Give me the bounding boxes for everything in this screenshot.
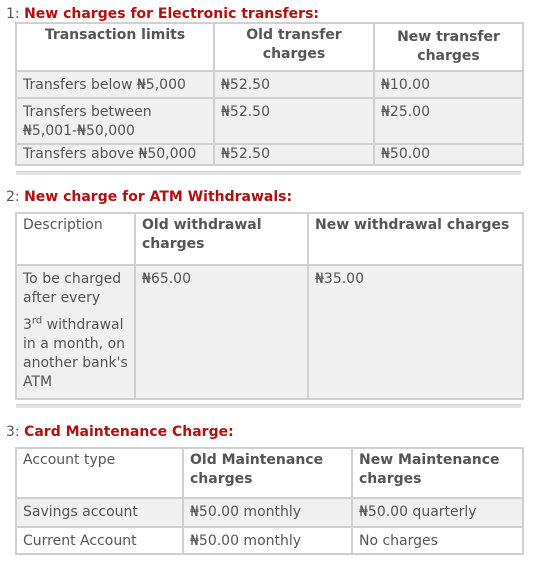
section-divider	[16, 404, 521, 408]
table-cell	[16, 265, 135, 399]
table-row	[16, 527, 523, 554]
section-2-heading	[6, 189, 292, 206]
section-1-title: New charges for Electronic transfers:	[24, 6, 320, 22]
column-header: New Maintenance charges	[352, 448, 523, 498]
description-text-end: withdrawal in a month, on another bank's ATM	[23, 317, 128, 390]
table-cell: ₦50.00 monthly	[183, 498, 352, 527]
column-header: Old Maintenance charges	[183, 448, 352, 498]
table-row	[16, 498, 523, 527]
section-1-heading	[6, 6, 319, 23]
table-cell: Savings account	[16, 498, 183, 527]
section-3-number: 3:	[6, 424, 20, 440]
column-header: Old withdrawal charges	[135, 213, 308, 265]
table-cell: ₦35.00	[308, 265, 523, 399]
column-header: New withdrawal charges	[308, 213, 523, 265]
card-maintenance-table	[15, 447, 524, 555]
table-cell: Current Account	[16, 527, 183, 554]
table-cell: Transfers above ₦50,000	[16, 144, 214, 165]
table-cell: ₦50.00 monthly	[183, 527, 352, 554]
table-row	[16, 265, 523, 399]
section-2-number: 2:	[6, 189, 20, 205]
section-1-number: 1:	[6, 6, 20, 22]
column-header: New transfer charges	[374, 23, 523, 71]
table-header-row	[16, 213, 523, 265]
table-row	[16, 71, 523, 98]
table-cell: ₦25.00	[374, 98, 523, 144]
table-cell: ₦52.50	[214, 71, 374, 98]
column-header: Description	[16, 213, 135, 265]
table-cell: ₦65.00	[135, 265, 308, 399]
table-row	[16, 144, 523, 165]
section-divider	[16, 171, 521, 175]
table-row	[16, 98, 523, 144]
table-cell: Transfers below ₦5,000	[16, 71, 214, 98]
table-cell: Transfers between ₦5,001-₦50,000	[16, 98, 214, 144]
table-cell: ₦10.00	[374, 71, 523, 98]
section-2-title: New charge for ATM Withdrawals:	[24, 189, 293, 205]
column-header: Old transfer charges	[214, 23, 374, 71]
section-3-title: Card Maintenance Charge:	[24, 424, 234, 440]
description-ordinal-suffix: rd	[31, 315, 43, 327]
description-text-start: To be charged after every	[23, 271, 122, 306]
table-cell: ₦52.50	[214, 144, 374, 165]
column-header: Transaction limits	[16, 23, 214, 71]
column-header: Account type	[16, 448, 183, 498]
table-cell: ₦50.00 quarterly	[352, 498, 523, 527]
section-3-heading	[6, 424, 234, 441]
table-header-row	[16, 23, 523, 71]
table-header-row	[16, 448, 523, 498]
table-cell: ₦50.00	[374, 144, 523, 165]
description-ordinal: 3	[23, 317, 32, 333]
atm-withdrawals-table	[15, 212, 524, 400]
table-cell: No charges	[352, 527, 523, 554]
electronic-transfers-table	[15, 22, 524, 166]
table-cell: ₦52.50	[214, 98, 374, 144]
